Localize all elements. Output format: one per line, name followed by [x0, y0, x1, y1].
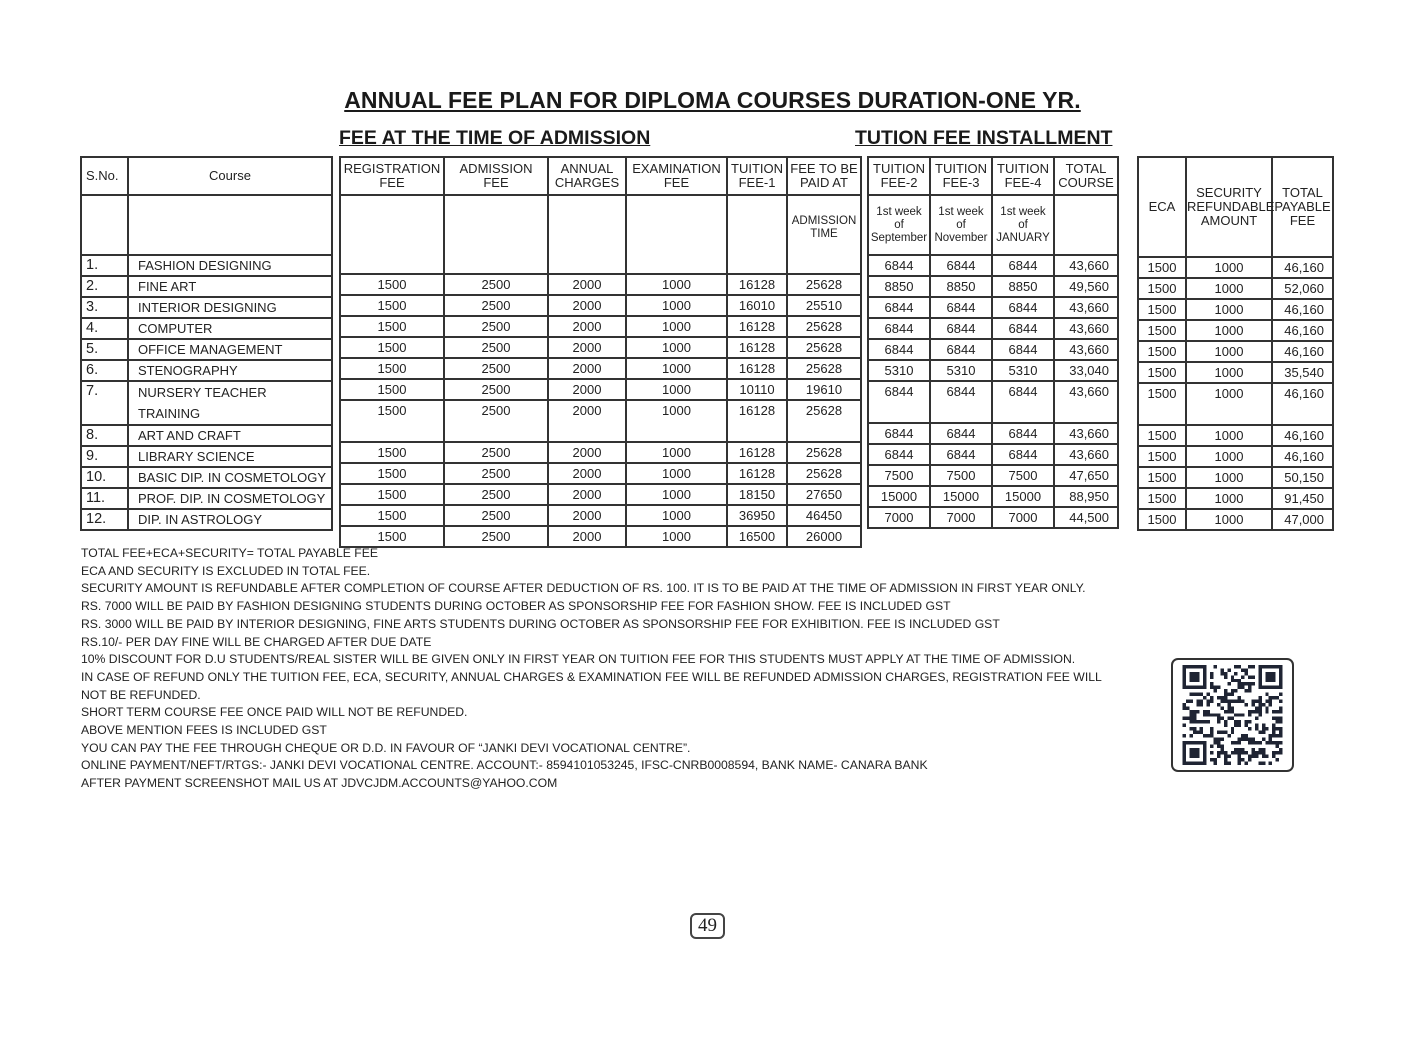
cell-eca: 1500	[1138, 425, 1186, 446]
cell-sno: 1.	[81, 255, 128, 276]
table-row	[1138, 278, 1333, 299]
section-title-admission: FEE AT THE TIME OF ADMISSION	[339, 127, 651, 149]
cell-eca: 1500	[1138, 488, 1186, 509]
cell-paid: 27650	[787, 484, 861, 505]
cell-t1: 16500	[727, 526, 787, 547]
table-row	[340, 337, 861, 358]
cell-eca: 1500	[1138, 278, 1186, 299]
table-row	[1138, 509, 1333, 530]
cell-t1: 16128	[727, 463, 787, 484]
cell-t3: 6844	[930, 318, 992, 339]
cell-adm: 2500	[444, 358, 548, 379]
cell-eca: 1500	[1138, 383, 1186, 425]
header-total-payable: TOTAL PAYABLE FEE	[1272, 157, 1333, 257]
course-name: BASIC DIP. IN COSMETOLOGY	[138, 470, 327, 485]
header-september: 1st week of September	[868, 195, 930, 255]
header-examination-fee: EXAMINATION FEE	[626, 157, 727, 195]
cell-annual: 2000	[548, 463, 626, 484]
cell-total: 43,660	[1054, 423, 1118, 444]
table-row	[340, 316, 861, 337]
cell-t4: 6844	[992, 318, 1054, 339]
cell-payable: 46,160	[1272, 299, 1333, 320]
cell-reg: 1500	[340, 295, 444, 316]
table-row	[1138, 446, 1333, 467]
cell-sno: 8.	[81, 425, 128, 446]
note-line: SHORT TERM COURSE FEE ONCE PAID WILL NOT BE REFUNDED.	[81, 705, 468, 720]
cell-sno: 7.	[81, 381, 128, 425]
cell-t4: 6844	[992, 297, 1054, 318]
table-row	[1138, 341, 1333, 362]
cell-security: 1000	[1186, 383, 1272, 425]
table-row	[868, 444, 1118, 465]
cell-exam: 1000	[626, 295, 727, 316]
cell-total: 44,500	[1054, 507, 1118, 528]
table-row	[340, 442, 861, 463]
note-line: RS.10/- PER DAY FINE WILL BE CHARGED AFTER DUE DATE	[81, 634, 432, 649]
cell-exam: 1000	[626, 526, 727, 547]
table-row	[340, 379, 861, 400]
header-course: Course	[128, 157, 332, 195]
cell-course	[128, 467, 332, 488]
cell-annual: 2000	[548, 379, 626, 400]
cell-security: 1000	[1186, 362, 1272, 383]
cell-payable: 46,160	[1272, 320, 1333, 341]
cell-exam: 1000	[626, 442, 727, 463]
cell-paid: 25628	[787, 400, 861, 442]
cell-t2: 7000	[868, 507, 930, 528]
course-name: FINE ART	[138, 279, 197, 294]
cell-adm: 2500	[444, 400, 548, 442]
table-row	[340, 274, 861, 295]
course-table	[80, 156, 333, 531]
note-line: ABOVE MENTION FEES IS INCLUDED GST	[81, 723, 327, 738]
course-name: OFFICE MANAGEMENT	[138, 342, 283, 357]
course-name: NURSERY TEACHER	[138, 385, 267, 400]
qr-code-icon	[1171, 658, 1294, 772]
header-sno: S.No.	[81, 157, 128, 195]
cell-security: 1000	[1186, 467, 1272, 488]
cell-t2: 7500	[868, 465, 930, 486]
cell-t3: 6844	[930, 381, 992, 423]
cell-course	[128, 381, 332, 425]
header-november: 1st week of November	[930, 195, 992, 255]
cell-paid: 25628	[787, 337, 861, 358]
cell-t4: 6844	[992, 339, 1054, 360]
cell-security: 1000	[1186, 320, 1272, 341]
table-row	[1138, 425, 1333, 446]
cell-annual: 2000	[548, 442, 626, 463]
table-row	[868, 486, 1118, 507]
cell-reg: 1500	[340, 337, 444, 358]
cell-adm: 2500	[444, 526, 548, 547]
table-row	[868, 507, 1118, 528]
header-tuition-fee-3: TUITION FEE-3	[930, 157, 992, 195]
cell-annual: 2000	[548, 316, 626, 337]
table-row	[868, 381, 1118, 423]
cell-course	[128, 509, 332, 530]
cell-t2: 6844	[868, 297, 930, 318]
cell-total: 43,660	[1054, 318, 1118, 339]
cell-total: 47,650	[1054, 465, 1118, 486]
cell-payable: 46,160	[1272, 383, 1333, 425]
cell-eca: 1500	[1138, 320, 1186, 341]
table-row	[81, 276, 332, 297]
cell-eca: 1500	[1138, 467, 1186, 488]
cell-annual: 2000	[548, 526, 626, 547]
table-row	[340, 295, 861, 316]
tuition-installment-table	[867, 156, 1119, 529]
note-line: 10% DISCOUNT FOR D.U STUDENTS/REAL SISTER WILL BE GIVEN ONLY IN FIRST YEAR ON TUITION FEE FOR THIS STUDENTS MUST APPLY AT THE TIME OF ADMISSION.	[81, 652, 1076, 667]
table-row	[340, 526, 861, 547]
note-line: AFTER PAYMENT SCREENSHOT MAIL US AT JDVCJDM.ACCOUNTS@YAHOO.COM	[81, 776, 558, 791]
header-eca: ECA	[1138, 157, 1186, 257]
cell-paid: 25510	[787, 295, 861, 316]
total-payable-table	[1137, 156, 1334, 531]
cell-security: 1000	[1186, 299, 1272, 320]
cell-t4: 6844	[992, 423, 1054, 444]
cell-reg: 1500	[340, 379, 444, 400]
cell-t4: 7500	[992, 465, 1054, 486]
table-row	[340, 400, 861, 442]
cell-t2: 6844	[868, 423, 930, 444]
cell-adm: 2500	[444, 316, 548, 337]
cell-reg: 1500	[340, 463, 444, 484]
cell-course	[128, 360, 332, 381]
table-row	[1138, 320, 1333, 341]
cell-annual: 2000	[548, 505, 626, 526]
cell-t1: 16128	[727, 274, 787, 295]
cell-paid: 25628	[787, 316, 861, 337]
cell-reg: 1500	[340, 484, 444, 505]
table-row	[868, 423, 1118, 444]
cell-t2: 5310	[868, 360, 930, 381]
cell-t1: 16128	[727, 358, 787, 379]
table-row	[81, 297, 332, 318]
cell-payable: 50,150	[1272, 467, 1333, 488]
table-row	[340, 358, 861, 379]
table-row	[1138, 467, 1333, 488]
cell-total: 33,040	[1054, 360, 1118, 381]
cell-annual: 2000	[548, 358, 626, 379]
header-january: 1st week of JANUARY	[992, 195, 1054, 255]
table-row	[340, 484, 861, 505]
cell-t4: 6844	[992, 381, 1054, 423]
cell-t3: 6844	[930, 297, 992, 318]
table-row	[1138, 257, 1333, 278]
table-row	[340, 505, 861, 526]
course-name: PROF. DIP. IN COSMETOLOGY	[138, 491, 326, 506]
header-admission-fee: ADMISSION FEE	[444, 157, 548, 195]
note-line: IN CASE OF REFUND ONLY THE TUITION FEE, ECA, SECURITY, ANNUAL CHARGES & EXAMINATION FEE WILL BE REFUNDED ADMISSION CHARGES, REGISTRATION FEE WILL	[81, 669, 1102, 684]
cell-exam: 1000	[626, 337, 727, 358]
cell-adm: 2500	[444, 442, 548, 463]
cell-eca: 1500	[1138, 446, 1186, 467]
cell-paid: 25628	[787, 463, 861, 484]
cell-adm: 2500	[444, 379, 548, 400]
course-name: LIBRARY SCIENCE	[138, 449, 255, 464]
cell-t2: 6844	[868, 444, 930, 465]
cell-t2: 6844	[868, 255, 930, 276]
header-total-course: TOTAL COURSE	[1054, 157, 1118, 195]
cell-adm: 2500	[444, 337, 548, 358]
table-row	[868, 255, 1118, 276]
table-row	[868, 276, 1118, 297]
cell-sno: 6.	[81, 360, 128, 381]
cell-annual: 2000	[548, 274, 626, 295]
table-row	[81, 381, 332, 425]
note-line: ECA AND SECURITY IS EXCLUDED IN TOTAL FEE.	[81, 563, 371, 578]
cell-sno: 2.	[81, 276, 128, 297]
cell-security: 1000	[1186, 257, 1272, 278]
cell-exam: 1000	[626, 400, 727, 442]
cell-total: 43,660	[1054, 381, 1118, 423]
cell-paid: 46450	[787, 505, 861, 526]
table-row	[81, 255, 332, 276]
cell-t2: 6844	[868, 381, 930, 423]
cell-t1: 16128	[727, 442, 787, 463]
cell-t3: 6844	[930, 255, 992, 276]
cell-sno: 12.	[81, 509, 128, 530]
header-annual-charges: ANNUAL CHARGES	[548, 157, 626, 195]
table-row	[1138, 383, 1333, 425]
table-row	[340, 463, 861, 484]
cell-exam: 1000	[626, 274, 727, 295]
cell-t4: 15000	[992, 486, 1054, 507]
course-name: INTERIOR DESIGNING	[138, 300, 277, 315]
cell-t2: 6844	[868, 318, 930, 339]
cell-t1: 18150	[727, 484, 787, 505]
cell-exam: 1000	[626, 316, 727, 337]
note-line: YOU CAN PAY THE FEE THROUGH CHEQUE OR D.D. IN FAVOUR OF “JANKI DEVI VOCATIONAL CENTRE”.	[81, 740, 691, 755]
cell-reg: 1500	[340, 358, 444, 379]
cell-t1: 16010	[727, 295, 787, 316]
cell-total: 43,660	[1054, 444, 1118, 465]
cell-security: 1000	[1186, 278, 1272, 299]
table-row	[868, 360, 1118, 381]
table-row	[81, 425, 332, 446]
cell-exam: 1000	[626, 463, 727, 484]
cell-payable: 91,450	[1272, 488, 1333, 509]
table-row	[81, 467, 332, 488]
cell-annual: 2000	[548, 337, 626, 358]
cell-sno: 3.	[81, 297, 128, 318]
table-row	[868, 318, 1118, 339]
cell-t3: 15000	[930, 486, 992, 507]
notes-list	[81, 545, 1102, 793]
cell-t2: 6844	[868, 339, 930, 360]
cell-sno: 4.	[81, 318, 128, 339]
header-fee-to-be-paid: FEE TO BE PAID AT	[787, 157, 861, 195]
table-row	[81, 509, 332, 530]
cell-paid: 25628	[787, 358, 861, 379]
cell-security: 1000	[1186, 488, 1272, 509]
cell-exam: 1000	[626, 358, 727, 379]
cell-eca: 1500	[1138, 362, 1186, 383]
note-line: RS. 3000 WILL BE PAID BY INTERIOR DESIGNING, FINE ARTS STUDENTS DURING OCTOBER AS SPONSORSHIP FEE FOR EXHIBITION. FEE IS INCLUDED GST	[81, 616, 1000, 631]
cell-payable: 35,540	[1272, 362, 1333, 383]
cell-t1: 16128	[727, 400, 787, 442]
cell-t4: 5310	[992, 360, 1054, 381]
cell-security: 1000	[1186, 425, 1272, 446]
course-name: DIP. IN ASTROLOGY	[138, 512, 263, 527]
cell-course	[128, 276, 332, 297]
cell-t3: 6844	[930, 339, 992, 360]
cell-t3: 5310	[930, 360, 992, 381]
cell-adm: 2500	[444, 295, 548, 316]
cell-payable: 46,160	[1272, 446, 1333, 467]
cell-course	[128, 446, 332, 467]
cell-paid: 19610	[787, 379, 861, 400]
course-name: STENOGRAPHY	[138, 363, 238, 378]
cell-course	[128, 488, 332, 509]
cell-payable: 46,160	[1272, 257, 1333, 278]
cell-t3: 7000	[930, 507, 992, 528]
table-row	[81, 488, 332, 509]
course-name: COMPUTER	[138, 321, 213, 336]
cell-eca: 1500	[1138, 341, 1186, 362]
cell-reg: 1500	[340, 526, 444, 547]
table-row	[868, 339, 1118, 360]
table-row	[81, 446, 332, 467]
cell-t3: 6844	[930, 444, 992, 465]
table-row	[81, 339, 332, 360]
cell-t4: 6844	[992, 255, 1054, 276]
cell-payable: 46,160	[1272, 341, 1333, 362]
section-title-tuition: TUTION FEE INSTALLMENT	[855, 127, 1113, 149]
cell-t1: 10110	[727, 379, 787, 400]
note-line: TOTAL FEE+ECA+SECURITY= TOTAL PAYABLE FEE	[81, 546, 378, 560]
cell-reg: 1500	[340, 442, 444, 463]
cell-annual: 2000	[548, 400, 626, 442]
cell-eca: 1500	[1138, 509, 1186, 530]
page-title: ANNUAL FEE PLAN FOR DIPLOMA COURSES DURATION-ONE YR.	[344, 87, 1081, 113]
cell-exam: 1000	[626, 379, 727, 400]
cell-course	[128, 318, 332, 339]
cell-sno: 5.	[81, 339, 128, 360]
header-registration-fee: REGISTRATION FEE	[340, 157, 444, 195]
cell-total: 43,660	[1054, 339, 1118, 360]
cell-reg: 1500	[340, 505, 444, 526]
note-line: NOT BE REFUNDED.	[81, 687, 201, 702]
cell-t4: 6844	[992, 444, 1054, 465]
cell-payable: 47,000	[1272, 509, 1333, 530]
cell-eca: 1500	[1138, 299, 1186, 320]
course-name: ART AND CRAFT	[138, 428, 241, 443]
cell-course	[128, 425, 332, 446]
cell-eca: 1500	[1138, 257, 1186, 278]
cell-paid: 26000	[787, 526, 861, 547]
cell-t1: 16128	[727, 316, 787, 337]
cell-course	[128, 255, 332, 276]
cell-reg: 1500	[340, 274, 444, 295]
note-line: ONLINE PAYMENT/NEFT/RTGS:- JANKI DEVI VOCATIONAL CENTRE. ACCOUNT:- 8594101053245, IFSC-CNRB0008594, BANK NAME- CANARA BANK	[81, 758, 928, 773]
admission-fee-table	[339, 156, 862, 548]
cell-reg: 1500	[340, 316, 444, 337]
table-row	[1138, 299, 1333, 320]
cell-sno: 11.	[81, 488, 128, 509]
header-tuition-fee-4: TUITION FEE-4	[992, 157, 1054, 195]
header-security: SECURITY REFUNDABLE AMOUNT	[1186, 157, 1272, 257]
cell-total: 43,660	[1054, 255, 1118, 276]
note-line: RS. 7000 WILL BE PAID BY FASHION DESIGNING STUDENTS DURING OCTOBER AS SPONSORSHIP FEE FOR FASHION SHOW. FEE IS INCLUDED GST	[81, 599, 951, 614]
cell-t2: 8850	[868, 276, 930, 297]
cell-security: 1000	[1186, 509, 1272, 530]
cell-t3: 6844	[930, 423, 992, 444]
note-line: SECURITY AMOUNT IS REFUNDABLE AFTER COMPLETION OF COURSE AFTER DEDUCTION OF RS. 100. IT IS TO BE PAID AT THE TIME OF ADMISSION IN FIRST YEAR ONLY.	[81, 581, 1086, 596]
cell-security: 1000	[1186, 446, 1272, 467]
page-number: 49	[690, 913, 725, 939]
table-row	[1138, 362, 1333, 383]
cell-t2: 15000	[868, 486, 930, 507]
table-row	[868, 465, 1118, 486]
cell-reg: 1500	[340, 400, 444, 442]
header-tuition-fee-1: TUITION FEE-1	[727, 157, 787, 195]
cell-adm: 2500	[444, 463, 548, 484]
cell-payable: 46,160	[1272, 425, 1333, 446]
cell-sno: 10.	[81, 467, 128, 488]
cell-security: 1000	[1186, 341, 1272, 362]
cell-adm: 2500	[444, 274, 548, 295]
table-row	[1138, 488, 1333, 509]
cell-adm: 2500	[444, 484, 548, 505]
cell-t4: 8850	[992, 276, 1054, 297]
cell-total: 49,560	[1054, 276, 1118, 297]
table-row	[868, 297, 1118, 318]
header-blank	[128, 195, 332, 255]
cell-t4: 7000	[992, 507, 1054, 528]
cell-total: 43,660	[1054, 297, 1118, 318]
cell-paid: 25628	[787, 442, 861, 463]
cell-t1: 16128	[727, 337, 787, 358]
cell-annual: 2000	[548, 484, 626, 505]
header-admission-time: ADMISSION TIME	[787, 195, 861, 274]
cell-t3: 7500	[930, 465, 992, 486]
header-blank	[81, 195, 128, 255]
header-tuition-fee-2: TUITION FEE-2	[868, 157, 930, 195]
cell-t3: 8850	[930, 276, 992, 297]
cell-total: 88,950	[1054, 486, 1118, 507]
cell-annual: 2000	[548, 295, 626, 316]
cell-course	[128, 297, 332, 318]
cell-t1: 36950	[727, 505, 787, 526]
table-row	[81, 318, 332, 339]
course-name: FASHION DESIGNING	[138, 258, 272, 273]
course-name: TRAINING	[138, 406, 201, 421]
cell-exam: 1000	[626, 484, 727, 505]
cell-payable: 52,060	[1272, 278, 1333, 299]
cell-exam: 1000	[626, 505, 727, 526]
cell-sno: 9.	[81, 446, 128, 467]
cell-paid: 25628	[787, 274, 861, 295]
table-row	[81, 360, 332, 381]
cell-adm: 2500	[444, 505, 548, 526]
cell-course	[128, 339, 332, 360]
